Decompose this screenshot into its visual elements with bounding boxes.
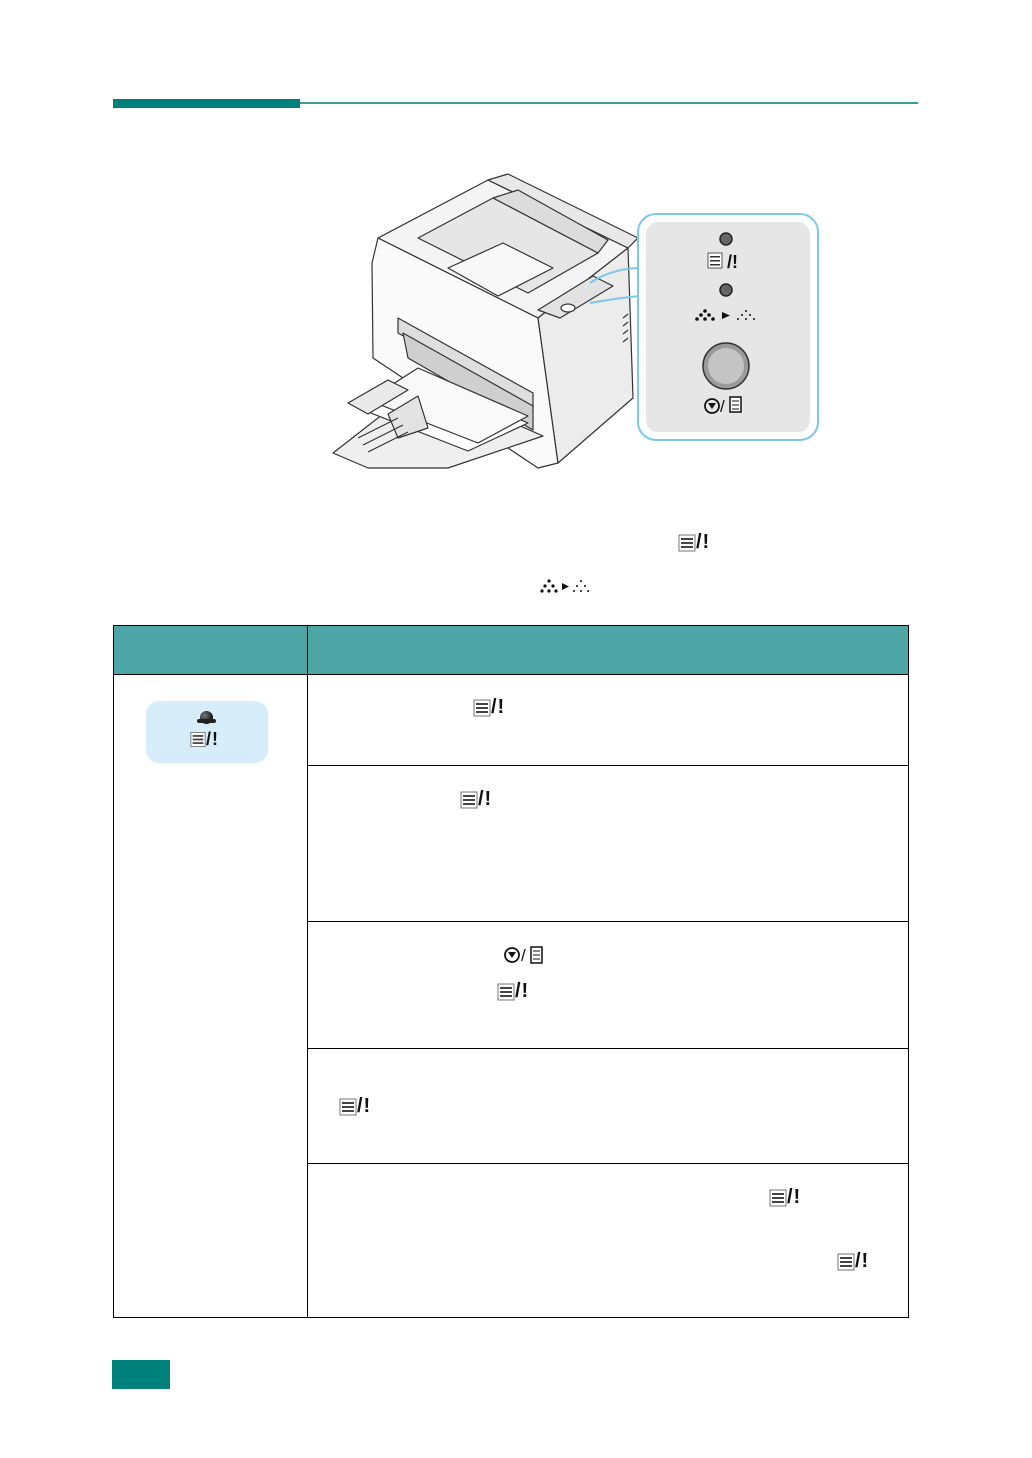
svg-text:/: / [521, 946, 526, 965]
data-error-icon: /! [678, 531, 710, 554]
led-indicator-icon: /! [146, 701, 268, 763]
description-cell [308, 675, 909, 766]
page-number-tab [112, 1360, 170, 1389]
control-panel-callout [638, 214, 818, 440]
svg-text:/!: /! [727, 252, 738, 272]
printer-illustration [328, 168, 828, 498]
svg-text:/: / [720, 397, 725, 416]
data-error-icon: /! [473, 696, 505, 719]
cancel-demo-icon [502, 944, 550, 971]
data-error-icon: /! [339, 1095, 371, 1118]
data-error-icon: /! [460, 788, 492, 811]
led-status-table [113, 625, 909, 1318]
section-header-rule [300, 102, 918, 104]
description-cell [308, 1049, 909, 1164]
status-cell [114, 675, 308, 1318]
toner-save-icon [540, 578, 590, 599]
description-cell [308, 766, 909, 922]
table-header-status [114, 626, 308, 675]
table-header-description [308, 626, 909, 675]
description-cell [308, 922, 909, 1049]
data-error-icon: /! [769, 1186, 801, 1209]
section-header-bar [113, 99, 300, 108]
data-error-icon: /! [837, 1250, 869, 1273]
table-row [114, 675, 909, 766]
description-cell [308, 1164, 909, 1318]
data-error-icon: /! [497, 980, 529, 1003]
